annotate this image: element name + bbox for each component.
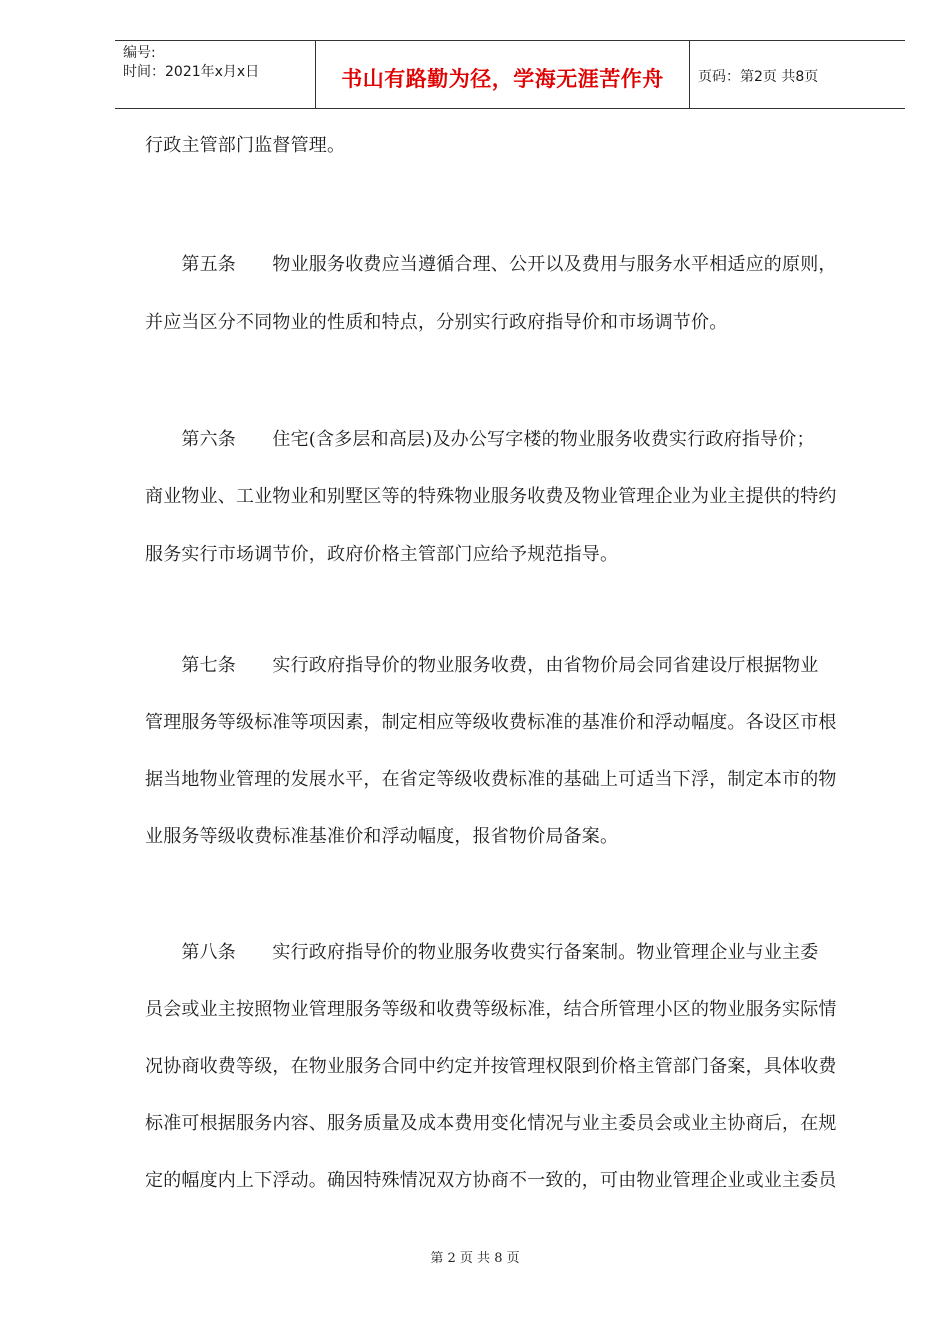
body-line: 标准可根据服务内容、服务质量及成本费用变化情况与业主委员会或业主协商后，在规 (145, 1113, 837, 1134)
header-motto-cell (316, 41, 690, 108)
page-footer: 第 2 页 共 8 页 (430, 1251, 520, 1266)
body-line: 第八条 实行政府指导价的物业服务收费实行备案制。物业管理企业与业主委 (145, 942, 819, 963)
motto-text: 书山有路勤为径，学海无涯苦作舟 (341, 66, 664, 91)
date-label: 时间：2021年x月x日 (123, 64, 260, 80)
page-header (115, 40, 905, 109)
body-line: 服务实行市场调节价，政府价格主管部门应给予规范指导。 (145, 544, 619, 565)
body-line: 定的幅度内上下浮动。确因特殊情况双方协商不一致的，可由物业管理企业或业主委员 (145, 1170, 837, 1191)
body-line: 行政主管部门监督管理。 (145, 135, 346, 156)
body-line: 业服务等级收费标准基准价和浮动幅度，报省物价局备案。 (145, 826, 619, 847)
body-line: 员会或业主按照物业管理服务等级和收费等级标准，结合所管理小区的物业服务实际情 (145, 999, 837, 1020)
body-line: 管理服务等级标准等项因素，制定相应等级收费标准的基准价和浮动幅度。各设区市根 (145, 712, 837, 733)
body-line: 第五条 物业服务收费应当遵循合理、公开以及费用与服务水平相适应的原则， (145, 254, 837, 275)
body-line: 第七条 实行政府指导价的物业服务收费，由省物价局会同省建设厅根据物业 (145, 655, 819, 676)
header-meta-cell (115, 41, 316, 108)
body-line: 据当地物业管理的发展水平，在省定等级收费标准的基础上可适当下浮，制定本市的物 (145, 769, 837, 790)
body-line: 并应当区分不同物业的性质和特点，分别实行政府指导价和市场调节价。 (145, 312, 728, 333)
body-line: 第六条 住宅(含多层和高层)及办公写字楼的物业服务收费实行政府指导价； (145, 429, 815, 450)
serial-label: 编号: (123, 45, 156, 61)
header-page-label: 页码：第2页 共8页 (698, 69, 819, 85)
body-line: 况协商收费等级，在物业服务合同中约定并按管理权限到价格主管部门备案，具体收费 (145, 1056, 837, 1077)
body-line: 商业物业、工业物业和别墅区等的特殊物业服务收费及物业管理企业为业主提供的特约 (145, 486, 837, 507)
header-page-cell (690, 41, 905, 108)
